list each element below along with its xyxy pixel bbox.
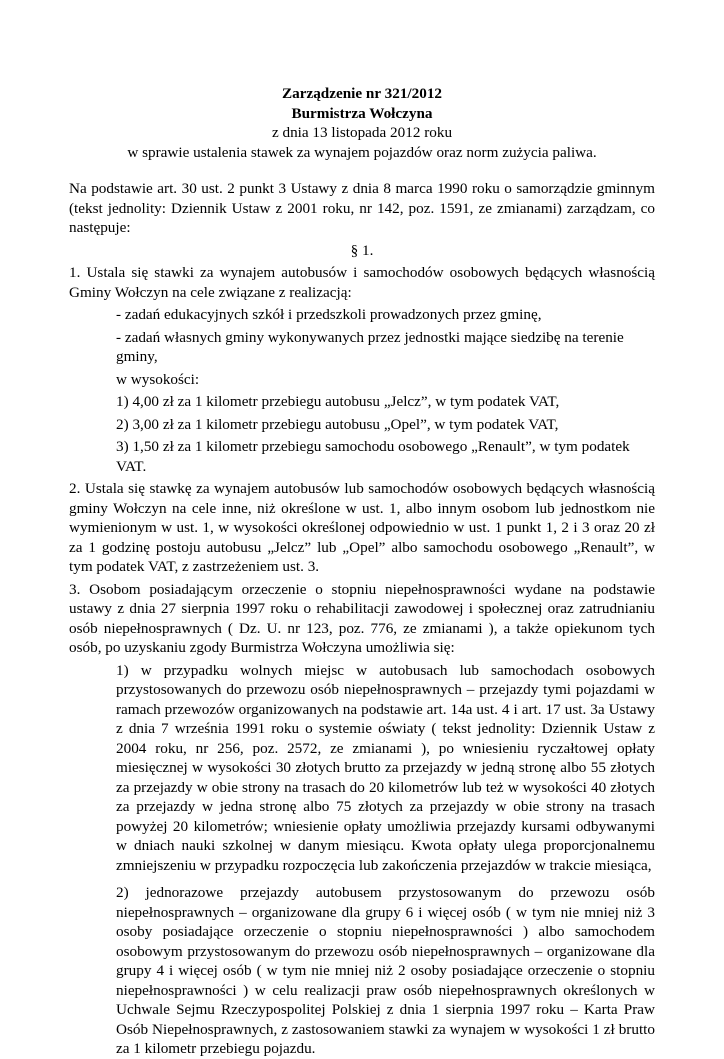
document-issuer: Burmistrza Wołczyna	[291, 104, 433, 122]
list-item: - zadań własnych gminy wykonywanych przez jednostki mające siedzibę na terenie gminy,	[116, 328, 624, 365]
section-heading: § 1.	[350, 241, 374, 259]
intro-paragraph: Na podstawie art. 30 ust. 2 punkt 3 Ustawy z dnia 8 marca 1990 roku o samorządzie gminnym (tekst jednolity: Dziennik Ustaw z 2001 roku, nr 142, poz. 1591, ze zmianami) zarządzam, co następuje:	[69, 180, 655, 236]
list-item: 2) 3,00 zł za 1 kilometr przebiegu autobusu „Opel”, w tym podatek VAT,	[116, 415, 559, 433]
list-item: 1) 4,00 zł za 1 kilometr przebiegu autobusu „Jelcz”, w tym podatek VAT,	[116, 393, 560, 410]
paragraph-2: 2. Ustala się stawkę za wynajem autobusów lub samochodów osobowych będących własnością gminy Wołczyn na cele inne, niż określone w ust. 1, albo innym osobom lub jednostkom nie wymienionym w ust. 1, w wysokości określonej odpowiednio w ust. 1 punkt 1, 2 i 3 oraz 20 zł za 1 godzinę postoju autobusu „Jelcz” lub „Opel” albo samochodu osobowego „Renault”, w tym podatek VAT, z zastrzeżeniem ust. 3.	[69, 480, 655, 575]
list-item: 2) jednorazowe przejazdy autobusem przystosowanym do przewozu osób niepełnosprawnych – organizowane dla grupy 6 i więcej osób ( w tym nie mniej niż 3 osoby posiadające orzeczenie o stopniu niepełnosprawności ) albo samochodem osobowym przystosowanym do przewozu osób niepełnosprawnych – organizowane dla grupy 4 i więcej osób ( w tym nie mniej niż 2 osoby posiadające orzeczenie o stopniu niepełnosprawności ) w celu realizacji praw osób niepełnosprawnych określonych w Uchwale Sejmu Rzeczypospolitej Polskiej z dnia 1 sierpnia 1997 roku – Karta Praw Osób Niepełnosprawnych, z zastosowaniem stawki za wynajem w wysokości 1 zł brutto za 1 kilometr przebiegu pojazdu.	[116, 884, 655, 1057]
list-item: - zadań edukacyjnych szkół i przedszkoli prowadzonych przez gminę,	[116, 306, 542, 323]
document-title: Zarządzenie nr 321/2012	[281, 85, 443, 102]
list-item: w wysokości:	[116, 370, 200, 388]
paragraph-1: 1. Ustala się stawki za wynajem autobusów i samochodów osobowych będących własnością Gminy Wołczyn na cele związane z realizacją:	[69, 264, 655, 301]
document-subject: w sprawie ustalenia stawek za wynajem pojazdów oraz norm zużycia paliwa.	[127, 143, 597, 161]
paragraph-3: 3. Osobom posiadającym orzeczenie o stopniu niepełnosprawności wydane na podstawie ustawy z dnia 27 sierpnia 1997 roku o rehabilitacji zawodowej i społecznej oraz zatrudnianiu osób niepełnosprawnych ( Dz. U. nr 123, poz. 776, ze zmianami ), a także opiekunom tych osób, po uzyskaniu zgody Burmistrza Wołczyna umożliwia się:	[69, 580, 655, 656]
document-date: z dnia 13 listopada 2012 roku	[271, 124, 453, 141]
list-item: 1) w przypadku wolnych miejsc w autobusach lub samochodach osobowych przystosowanych do przewozu osób niepełnosprawnych – przejazdy tymi pojazdami w ramach przewozów organizowanych na podstawie art. 14a ust. 4 i art. 17 ust. 3a Ustawy z dnia 7 września 1991 roku o systemie oświaty ( tekst jednolity: Dziennik Ustaw z 2004 roku, nr 256, poz. 2572, ze zmianami ), po wniesieniu ryczałtowej opłaty miesięcznej w wysokości 30 złotych brutto za przejazdy w jedną stronę albo 55 złotych za przejazdy w obie strony na trasach do 20 kilometrów lub też w wysokości 40 złotych za przejazdy w jedna stronę albo 75 złotych za przejazdy w obie strony na trasach powyżej 20 kilometrów; wniesienie opłaty umożliwia przejazdy kursami odbywanymi w dniach nauki szkolnej w danym miesiącu. Kwota opłaty ulega proporcjonalnemu zmniejszeniu w przypadku rozpoczęcia lub zakończenia przejazdów w trakcie miesiąca,	[116, 661, 655, 874]
list-item: 3) 1,50 zł za 1 kilometr przebiegu samochodu osobowego „Renault”, w tym podatek VAT.	[116, 438, 630, 475]
